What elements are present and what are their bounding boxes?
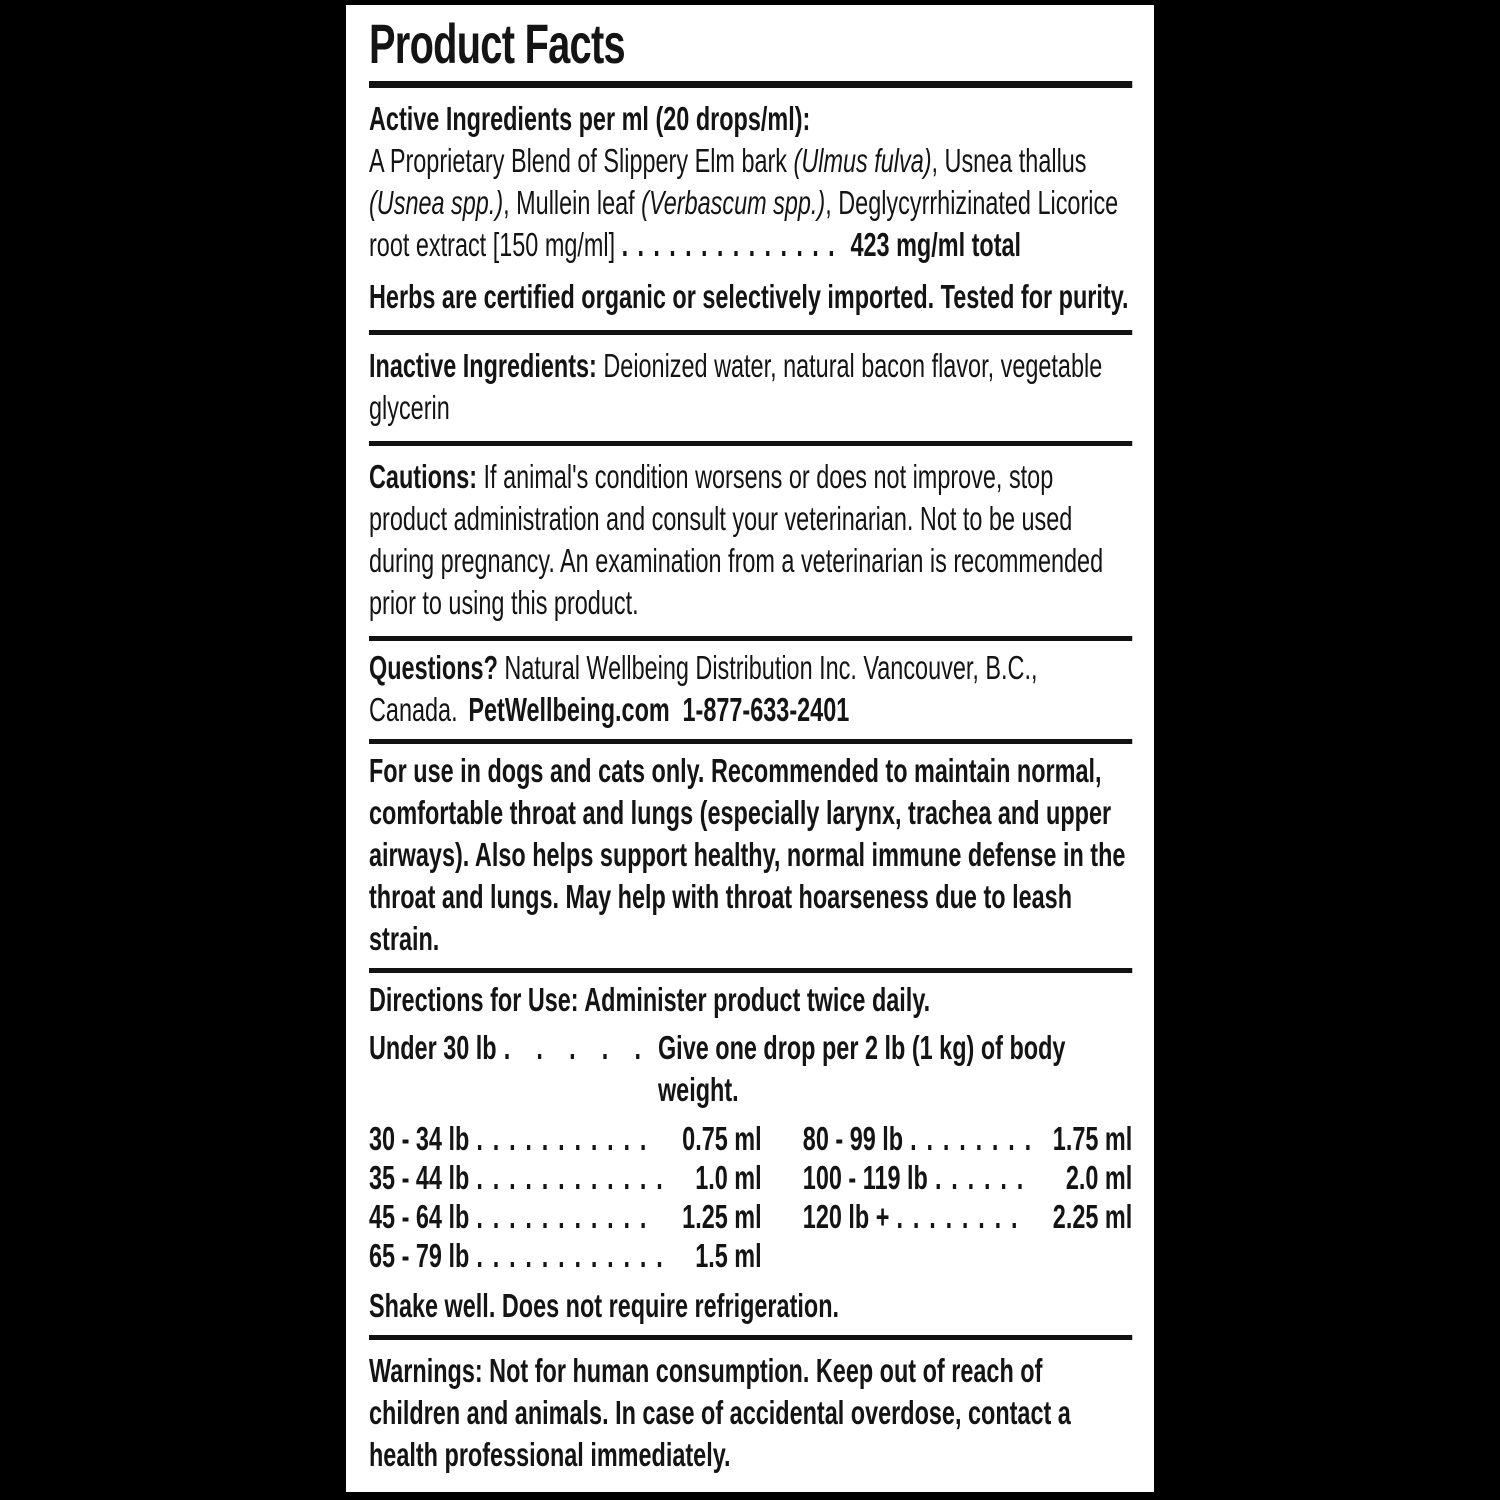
weight-range: 120 lb + [802, 1198, 890, 1235]
active-ingredients-body [369, 140, 1132, 266]
weight-range: 65 - 79 lb [369, 1237, 470, 1274]
dose-instruction: Give one drop per 2 lb (1 kg) of body weight. [657, 1029, 1066, 1108]
text-segment: , Mullein leaf [503, 184, 642, 221]
title-divider [369, 81, 1132, 88]
dose-value: 1.75 ml [1052, 1120, 1133, 1157]
warnings-body [369, 1350, 1132, 1476]
inactive-ingredients-body [369, 345, 1132, 429]
directions-heading: Directions for Use: Administer product twice daily. [369, 981, 931, 1018]
directions-section [369, 973, 1132, 1335]
text-segment: Not for human consumption. Keep out of reach of children and animals. In case of accidental overdose, contact a health professional immediately. [369, 1352, 1071, 1473]
text-segment: If animal's condition worsens or does not improve, stop product administration and consult your veterinarian. Not to be used during pregnancy. An examination from a veterinarian is recommended prior to using this product. [369, 458, 1104, 621]
text-segment: , Usnea thallus [931, 142, 1087, 179]
text-segment: A Proprietary Blend of Slippery Elm bark [369, 142, 794, 179]
text-segment: Deionized water, natural bacon flavor, vegetable glycerin [369, 347, 1103, 426]
dose-row [369, 1236, 762, 1275]
product-facts-label [346, 5, 1154, 1492]
usage-section [369, 744, 1132, 968]
weight-range: Under 30 lb [369, 1029, 497, 1066]
cautions-section [369, 446, 1132, 636]
dose-row [369, 1197, 762, 1236]
dot-leader: ............ [476, 1237, 673, 1274]
storage-note: Shake well. Does not require refrigeration. [369, 1287, 840, 1324]
inactive-ingredients-section [369, 335, 1132, 441]
active-ingredients-section [369, 88, 1132, 330]
dot-leader: ........ [910, 1120, 1041, 1157]
weight-range: 100 - 119 lb [802, 1159, 928, 1196]
weight-range: 35 - 44 lb [369, 1159, 470, 1196]
dot-leader: . . . . . [503, 1029, 651, 1066]
dot-leader: .............. [621, 226, 844, 263]
phone-number: 1-877-633-2401 [682, 691, 850, 728]
weight-range: 45 - 64 lb [369, 1198, 470, 1235]
dose-row [803, 1119, 1132, 1158]
weight-range: 80 - 99 lb [802, 1120, 904, 1157]
dose-row [369, 1119, 762, 1158]
botanical-name: (Usnea spp.) [369, 184, 504, 221]
dose-table-left-column [369, 1119, 762, 1275]
dose-value: 1.0 ml [695, 1159, 762, 1196]
dose-value: 1.5 ml [695, 1237, 762, 1274]
under-30-row [369, 1027, 1132, 1111]
botanical-name: (Verbascum spp.) [641, 184, 826, 221]
weight-range: 30 - 34 lb [369, 1120, 470, 1157]
text-segment: , Deglycyrrhizinated Licorice root extract [150 mg/ml] [369, 184, 1119, 263]
cautions-heading: Cautions: [369, 458, 478, 495]
cautions-body [369, 456, 1132, 624]
dose-row [803, 1158, 1132, 1197]
dose-row [803, 1197, 1132, 1236]
total-amount: 423 mg/ml total [843, 226, 1022, 263]
dot-leader: ........... [476, 1120, 657, 1157]
dose-value: 0.75 ml [682, 1120, 762, 1157]
website-text: PetWellbeing.com [468, 691, 670, 728]
usage-body: For use in dogs and cats only. Recommended to maintain normal, comfortable throat and lungs (especially larynx, trachea and upper airways). Also helps support healthy, normal immune defense in the throat and lungs. May help with throat hoarseness due to leash strain. [369, 752, 1126, 957]
dot-leader: ........ [896, 1198, 1028, 1235]
dose-value: 2.25 ml [1052, 1198, 1133, 1235]
questions-section [369, 641, 1132, 739]
label-title: Product Facts [369, 12, 625, 75]
label-content [369, 11, 1132, 1488]
dose-value: 1.25 ml [682, 1198, 762, 1235]
warnings-heading: Warnings: [369, 1352, 483, 1389]
active-ingredients-heading: Active Ingredients per ml (20 drops/ml): [369, 100, 811, 137]
text-segment: Natural Wellbeing Distribution Inc. Vancouver, B.C., Canada. [369, 649, 1038, 728]
dot-leader: ...... [934, 1159, 1034, 1196]
dot-leader: ........... [476, 1198, 657, 1235]
dose-table [369, 1119, 1132, 1275]
dot-leader: ............ [476, 1159, 673, 1196]
inactive-ingredients-heading: Inactive Ingredients: [369, 347, 597, 384]
questions-body [369, 647, 1132, 731]
botanical-name: (Ulmus fulva) [793, 142, 932, 179]
questions-heading: Questions? [369, 649, 498, 686]
dose-table-right-column [803, 1119, 1132, 1275]
certified-note: Herbs are certified organic or selectively imported. Tested for purity. [369, 278, 1129, 315]
dose-row [369, 1158, 762, 1197]
warnings-section [369, 1340, 1132, 1488]
dose-value: 2.0 ml [1065, 1159, 1133, 1196]
